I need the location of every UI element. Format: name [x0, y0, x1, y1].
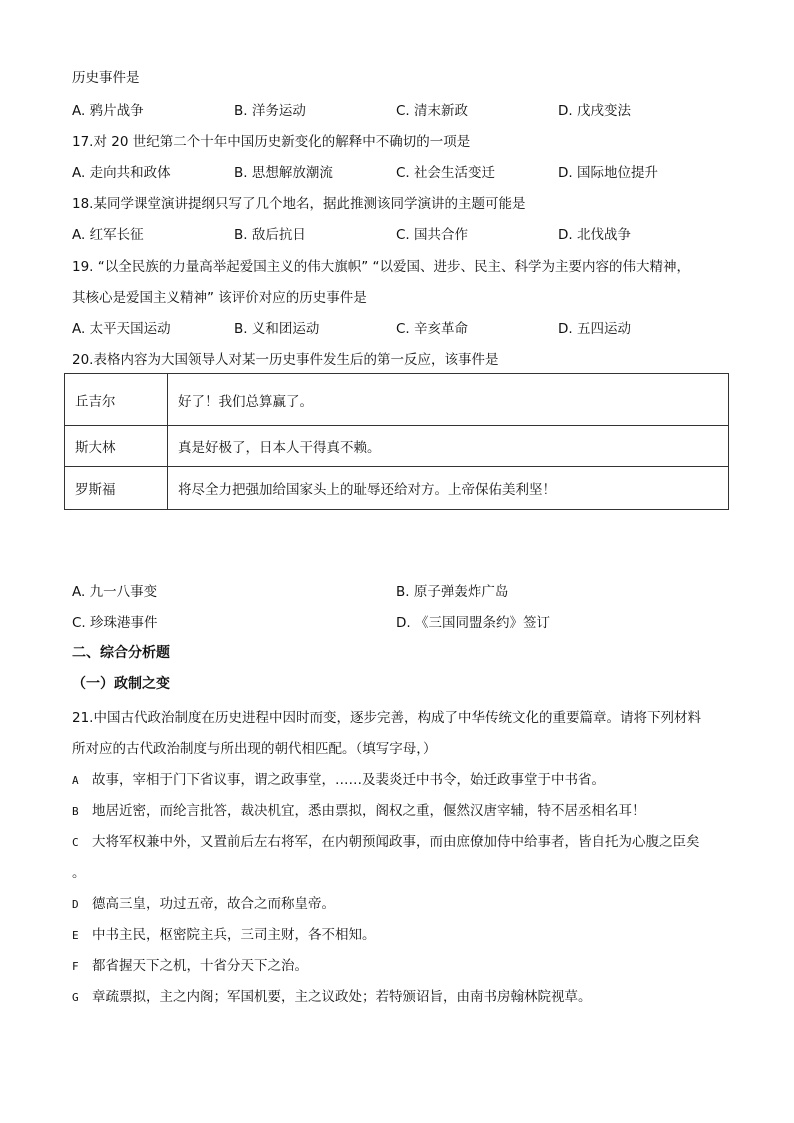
- q19-option-c: C. 辛亥革命: [396, 321, 469, 337]
- q20-stem: 20.表格内容为大国领导人对某一历史事件发生后的第一反应，该事件是: [72, 352, 499, 368]
- table-row: [65, 426, 729, 467]
- q17-option-b: B. 思想解放潮流: [234, 165, 333, 181]
- leader-quote: 好了！我们总算赢了。: [168, 374, 729, 426]
- q19-stem-line2: 其核心是爱国主义精神” 该评价对应的历史事件是: [72, 290, 367, 306]
- q20-option-b: B. 原子弹轰炸广岛: [396, 584, 509, 600]
- q19-options: [72, 317, 732, 337]
- q21-stem-line2: 所对应的古代政治制度与所出现的朝代相匹配。（填写字母，）: [72, 741, 437, 757]
- leader-name: 罗斯福: [65, 467, 168, 510]
- q18-option-c: C. 国共合作: [396, 227, 469, 243]
- q16-option-b: B. 洋务运动: [234, 103, 306, 119]
- table-row: [65, 467, 729, 510]
- material-item: [72, 892, 335, 912]
- material-item: [72, 799, 646, 819]
- leader-reaction-table: [64, 373, 729, 510]
- material-text: 大将军权兼中外，又置前后左右将军，在内朝预闻政事，而由庶僚加侍中给事者，皆自托为心腹之臣矣: [92, 834, 700, 850]
- q16-stem-continuation: 历史事件是: [72, 70, 140, 86]
- q19-option-d: D. 五四运动: [558, 321, 631, 337]
- q20-options-row2: [72, 611, 732, 631]
- q18-option-d: D. 北伐战争: [558, 227, 631, 243]
- material-text: 中书主民，枢密院主兵，三司主财，各不相知。: [92, 927, 376, 943]
- leader-name: 丘吉尔: [65, 374, 168, 426]
- material-text: 地居近密，而纶言批答，裁决机宜，悉由票拟，阁权之重，偃然汉唐宰辅，特不居丞相名耳！: [92, 803, 646, 819]
- q16-option-d: D. 戊戌变法: [558, 103, 631, 119]
- material-item: [72, 923, 376, 943]
- q18-stem: 18.某同学课堂演讲提纲只写了几个地名，据此推测该同学演讲的主题可能是: [72, 196, 526, 212]
- material-text: 都省握天下之机，十省分天下之治。: [92, 958, 308, 974]
- q20-option-c: C. 珍珠港事件: [72, 615, 158, 631]
- q17-option-c: C. 社会生活变迁: [396, 165, 496, 181]
- q19-stem-line1: 19. “以全民族的力量高举起爱国主义的伟大旗帜” “以爱国、进步、民主、科学为主要内容的伟大精神，: [72, 259, 691, 275]
- leader-quote: 将尽全力把强加给国家头上的耻辱还给对方。上帝保佑美利坚！: [168, 467, 729, 510]
- material-item: [72, 985, 592, 1005]
- material-text: 。: [72, 865, 86, 881]
- q20-option-d: D. 《三国同盟条约》签订: [396, 615, 550, 631]
- material-item: [72, 768, 605, 788]
- q18-options: [72, 223, 732, 243]
- leader-quote: 真是好极了，日本人干得真不赖。: [168, 426, 729, 467]
- material-letter: B: [72, 805, 79, 818]
- q20-option-a: A. 九一八事变: [72, 584, 158, 600]
- section-subtitle: （一）政制之变: [72, 676, 170, 692]
- material-letter: G: [72, 991, 79, 1004]
- q17-option-d: D. 国际地位提升: [558, 165, 658, 181]
- material-item: [72, 830, 700, 850]
- material-letter: A: [72, 774, 79, 787]
- q17-options: [72, 161, 732, 181]
- q19-option-a: A. 太平天国运动: [72, 321, 171, 337]
- material-item: [72, 954, 308, 974]
- material-letter: C: [72, 836, 79, 849]
- q16-option-c: C. 清末新政: [396, 103, 469, 119]
- material-letter: E: [72, 929, 79, 942]
- table-row: [65, 374, 729, 426]
- q18-option-a: A. 红军长征: [72, 227, 144, 243]
- q17-option-a: A. 走向共和政体: [72, 165, 171, 181]
- q17-stem: 17.对 20 世纪第二个十年中国历史新变化的解释中不确切的一项是: [72, 134, 471, 150]
- material-item: [72, 861, 86, 881]
- q20-options-row1: [72, 580, 732, 600]
- material-text: 章疏票拟，主之内阁；军国机要，主之议政处；若特颁诏旨，由南书房翰林院视草。: [92, 989, 592, 1005]
- section-title: 二、综合分析题: [72, 645, 170, 661]
- material-letter: F: [72, 960, 79, 973]
- material-text: 德高三皇，功过五帝，故合之而称皇帝。: [92, 896, 335, 912]
- q21-stem-line1: 21.中国古代政治制度在历史进程中因时而变，逐步完善，构成了中华传统文化的重要篇章。请将下列材料: [72, 710, 701, 726]
- material-text: 故事，宰相于门下省议事，谓之政事堂，……及裴炎迁中书令，始迁政事堂于中书省。: [92, 772, 605, 788]
- q18-option-b: B. 敌后抗日: [234, 227, 306, 243]
- q16-option-a: A. 鸦片战争: [72, 103, 144, 119]
- q19-option-b: B. 义和团运动: [234, 321, 320, 337]
- q16-options: [72, 99, 732, 119]
- leader-name: 斯大林: [65, 426, 168, 467]
- material-letter: D: [72, 898, 79, 911]
